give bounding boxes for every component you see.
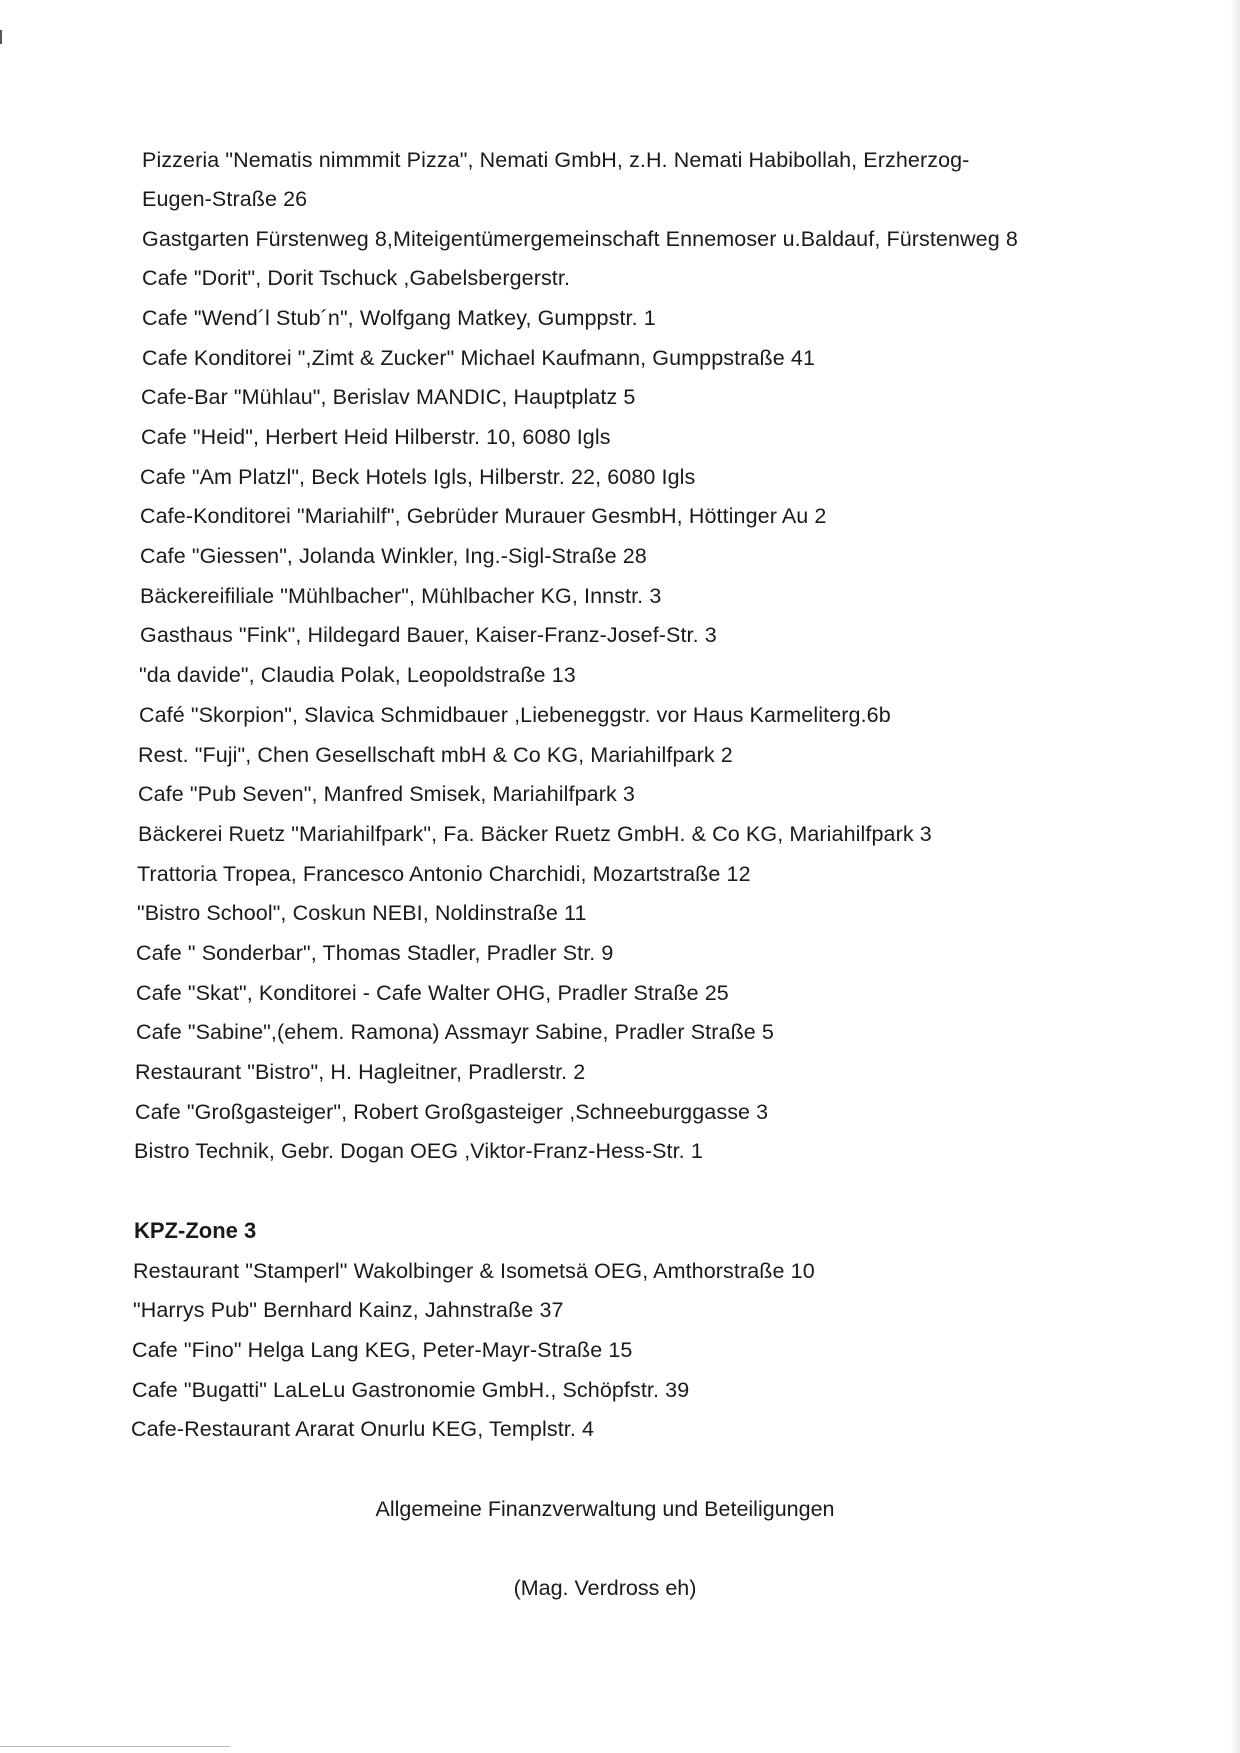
list-item: Bäckereifiliale "Mühlbacher", Mühlbacher KG, Innstr. 3 <box>140 584 662 608</box>
department-name: Allgemeine Finanzverwaltung und Beteiligungen <box>375 1497 835 1521</box>
list-item: Gastgarten Fürstenweg 8,Miteigentümergemeinschaft Ennemoser u.Baldauf, Fürstenweg 8 <box>142 227 1018 251</box>
list-item: "da davide", Claudia Polak, Leopoldstraße 13 <box>139 663 576 687</box>
list-item: Cafe "Heid", Herbert Heid Hilberstr. 10, 6080 Igls <box>141 425 611 449</box>
list-item: Cafe "Am Platzl", Beck Hotels Igls, Hilberstr. 22, 6080 Igls <box>140 465 696 489</box>
list-item: Cafe "Sabine",(ehem. Ramona) Assmayr Sabine, Pradler Straße 5 <box>136 1020 774 1044</box>
scan-artifact-bottom <box>0 1746 230 1747</box>
list-item: Cafe " Sonderbar", Thomas Stadler, Pradler Str. 9 <box>136 941 614 965</box>
list-item: Eugen-Straße 26 <box>142 187 308 211</box>
list-item: Cafe "Fino" Helga Lang KEG, Peter-Mayr-Straße 15 <box>132 1338 633 1362</box>
list-item: Cafe-Konditorei "Mariahilf", Gebrüder Murauer GesmbH, Höttinger Au 2 <box>140 504 827 528</box>
list-item: Cafe-Bar "Mühlau", Berislav MANDIC, Hauptplatz 5 <box>141 385 636 409</box>
list-item: Cafe "Bugatti" LaLeLu Gastronomie GmbH., Schöpfstr. 39 <box>132 1378 690 1402</box>
scan-artifact <box>0 30 2 44</box>
list-item: Bäckerei Ruetz "Mariahilfpark", Fa. Bäcker Ruetz GmbH. & Co KG, Mariahilfpark 3 <box>138 822 932 846</box>
signature-line: (Mag. Verdross eh) <box>513 1576 697 1600</box>
list-item: Cafe Konditorei ",Zimt & Zucker" Michael Kaufmann, Gumppstraße 41 <box>142 346 816 370</box>
list-item: Restaurant "Bistro", H. Hagleitner, Pradlerstr. 2 <box>135 1060 586 1084</box>
list-item: Rest. "Fuji", Chen Gesellschaft mbH & Co KG, Mariahilfpark 2 <box>138 743 733 767</box>
list-item: Cafe "Pub Seven", Manfred Smisek, Mariahilfpark 3 <box>138 782 635 806</box>
list-item: Café "Skorpion", Slavica Schmidbauer ,Liebeneggstr. vor Haus Karmeliterg.6b <box>139 703 891 727</box>
list-item: Pizzeria "Nematis nimmmit Pizza", Nemati GmbH, z.H. Nemati Habibollah, Erzherzog- <box>142 148 970 172</box>
list-item: "Harrys Pub" Bernhard Kainz, Jahnstraße 37 <box>133 1298 564 1322</box>
list-item: Cafe "Giessen", Jolanda Winkler, Ing.-Sigl-Straße 28 <box>140 544 647 568</box>
list-item: Cafe "Wend´l Stub´n", Wolfgang Matkey, Gumppstr. 1 <box>142 306 656 330</box>
list-item: Gasthaus "Fink", Hildegard Bauer, Kaiser-Franz-Josef-Str. 3 <box>140 623 717 647</box>
list-item: Cafe "Dorit", Dorit Tschuck ,Gabelsbergerstr. <box>142 266 571 290</box>
list-item: Cafe "Großgasteiger", Robert Großgasteiger ,Schneeburggasse 3 <box>135 1100 769 1124</box>
list-item: Cafe "Skat", Konditorei - Cafe Walter OHG, Pradler Straße 25 <box>136 981 729 1005</box>
section-heading: KPZ-Zone 3 <box>134 1218 257 1243</box>
list-item: "Bistro School", Coskun NEBI, Noldinstraße 11 <box>137 901 587 925</box>
list-item: Trattoria Tropea, Francesco Antonio Charchidi, Mozartstraße 12 <box>137 862 751 886</box>
list-item: Restaurant "Stamperl" Wakolbinger & Isometsä OEG, Amthorstraße 10 <box>133 1259 815 1283</box>
list-item: Bistro Technik, Gebr. Dogan OEG ,Viktor-Franz-Hess-Str. 1 <box>134 1139 703 1163</box>
list-item: Cafe-Restaurant Ararat Onurlu KEG, Templstr. 4 <box>131 1417 595 1441</box>
scan-edge-artifact <box>1230 0 1240 1753</box>
